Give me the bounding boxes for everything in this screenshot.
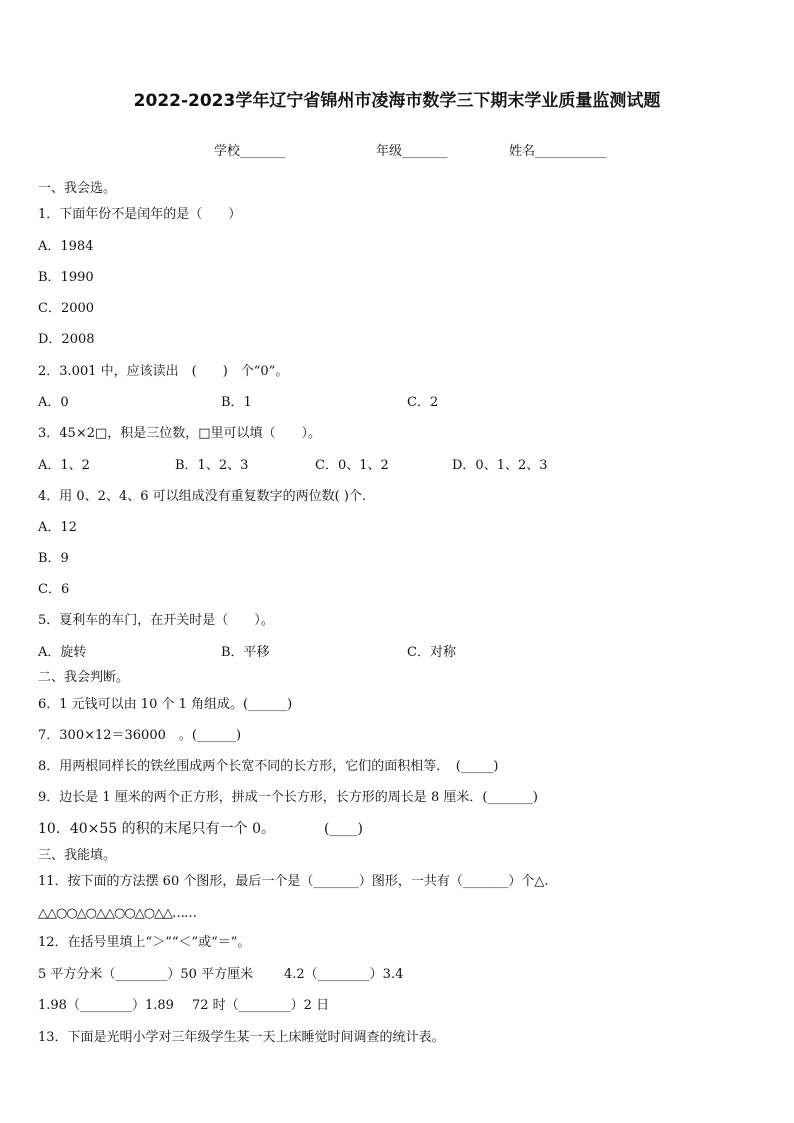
q12-row1-right: 4.2（________）3.4 <box>284 967 404 982</box>
q5-option-b: B．平移 <box>221 645 270 660</box>
q3-option-a: A．1、2 <box>38 458 90 473</box>
school-field: 学校_______ <box>214 144 286 159</box>
name-field: 姓名___________ <box>509 144 607 159</box>
q1-option-d: D．2008 <box>38 332 95 347</box>
q3-option-d: D．0、1、2、3 <box>452 458 548 473</box>
q3-option-c: C．0、1、2 <box>315 458 389 473</box>
q12-row1-left: 5 平方分米（________）50 平方厘米 <box>38 967 254 982</box>
q11: 11．按下面的方法摆 60 个图形，最后一个是（_______）图形，一共有（_______）个△. <box>38 874 549 889</box>
q1-option-a: A．1984 <box>38 239 94 254</box>
q10: 10．40×55 的积的末尾只有一个 0。 (____) <box>38 821 363 837</box>
q3-stem: 3．45×2□，积是三位数，□里可以填（ ）。 <box>38 426 322 441</box>
q2-option-b: B．1 <box>221 395 252 410</box>
page-title: 2022-2023学年辽宁省锦州市凌海市数学三下期末学业质量监测试题 <box>133 91 661 111</box>
grade-field: 年级_______ <box>376 144 448 159</box>
q1-option-c: C．2000 <box>38 301 95 316</box>
q4-option-c: C．6 <box>38 582 70 597</box>
q13: 13．下面是光明小学对三年级学生某一天上床睡觉时间调查的统计表。 <box>38 1030 445 1045</box>
section2-heading: 二、我会判断。 <box>38 670 130 685</box>
q7: 7．300×12＝36000 。(______) <box>38 728 242 743</box>
q9: 9．边长是 1 厘米的两个正方形，拼成一个长方形，长方形的周长是 8 厘米．(_______) <box>38 790 538 805</box>
q5-stem: 5．夏利车的车门，在开关时是（ ）。 <box>38 613 274 628</box>
q5-option-a: A．旋转 <box>38 645 87 660</box>
section3-heading: 三、我能填。 <box>38 848 117 863</box>
q2-option-c: C．2 <box>407 395 439 410</box>
q4-option-a: A．12 <box>38 520 77 535</box>
q5-option-c: C．对称 <box>407 645 456 660</box>
q2-option-a: A．0 <box>38 395 69 410</box>
q12-row2-right: 72 时（________）2 日 <box>192 998 330 1013</box>
q12: 12．在括号里填上“＞”“＜”或“＝”。 <box>38 935 251 950</box>
q11-pattern: △△○○△○△△○○△○△△…… <box>38 906 197 921</box>
q1-option-b: B．1990 <box>38 270 94 285</box>
q4-option-b: B．9 <box>38 551 69 566</box>
q8: 8．用两根同样长的铁丝围成两个长宽不同的长方形，它们的面积相等． (_____) <box>38 759 499 774</box>
q4-stem: 4．用 0、2、4、6 可以组成没有重复数字的两位数( )个. <box>38 489 367 504</box>
q12-row2-left: 1.98（________）1.89 <box>38 998 174 1013</box>
q1-stem: 1．下面年份不是闰年的是（ ） <box>38 207 242 222</box>
q2-stem: 2．3.001 中，应该读出 ( ) 个“0”。 <box>38 364 289 379</box>
q3-option-b: B．1、2、3 <box>175 458 249 473</box>
q6: 6．1 元钱可以由 10 个 1 角组成。(______) <box>38 697 293 712</box>
section1-heading: 一、我会选。 <box>38 181 117 196</box>
